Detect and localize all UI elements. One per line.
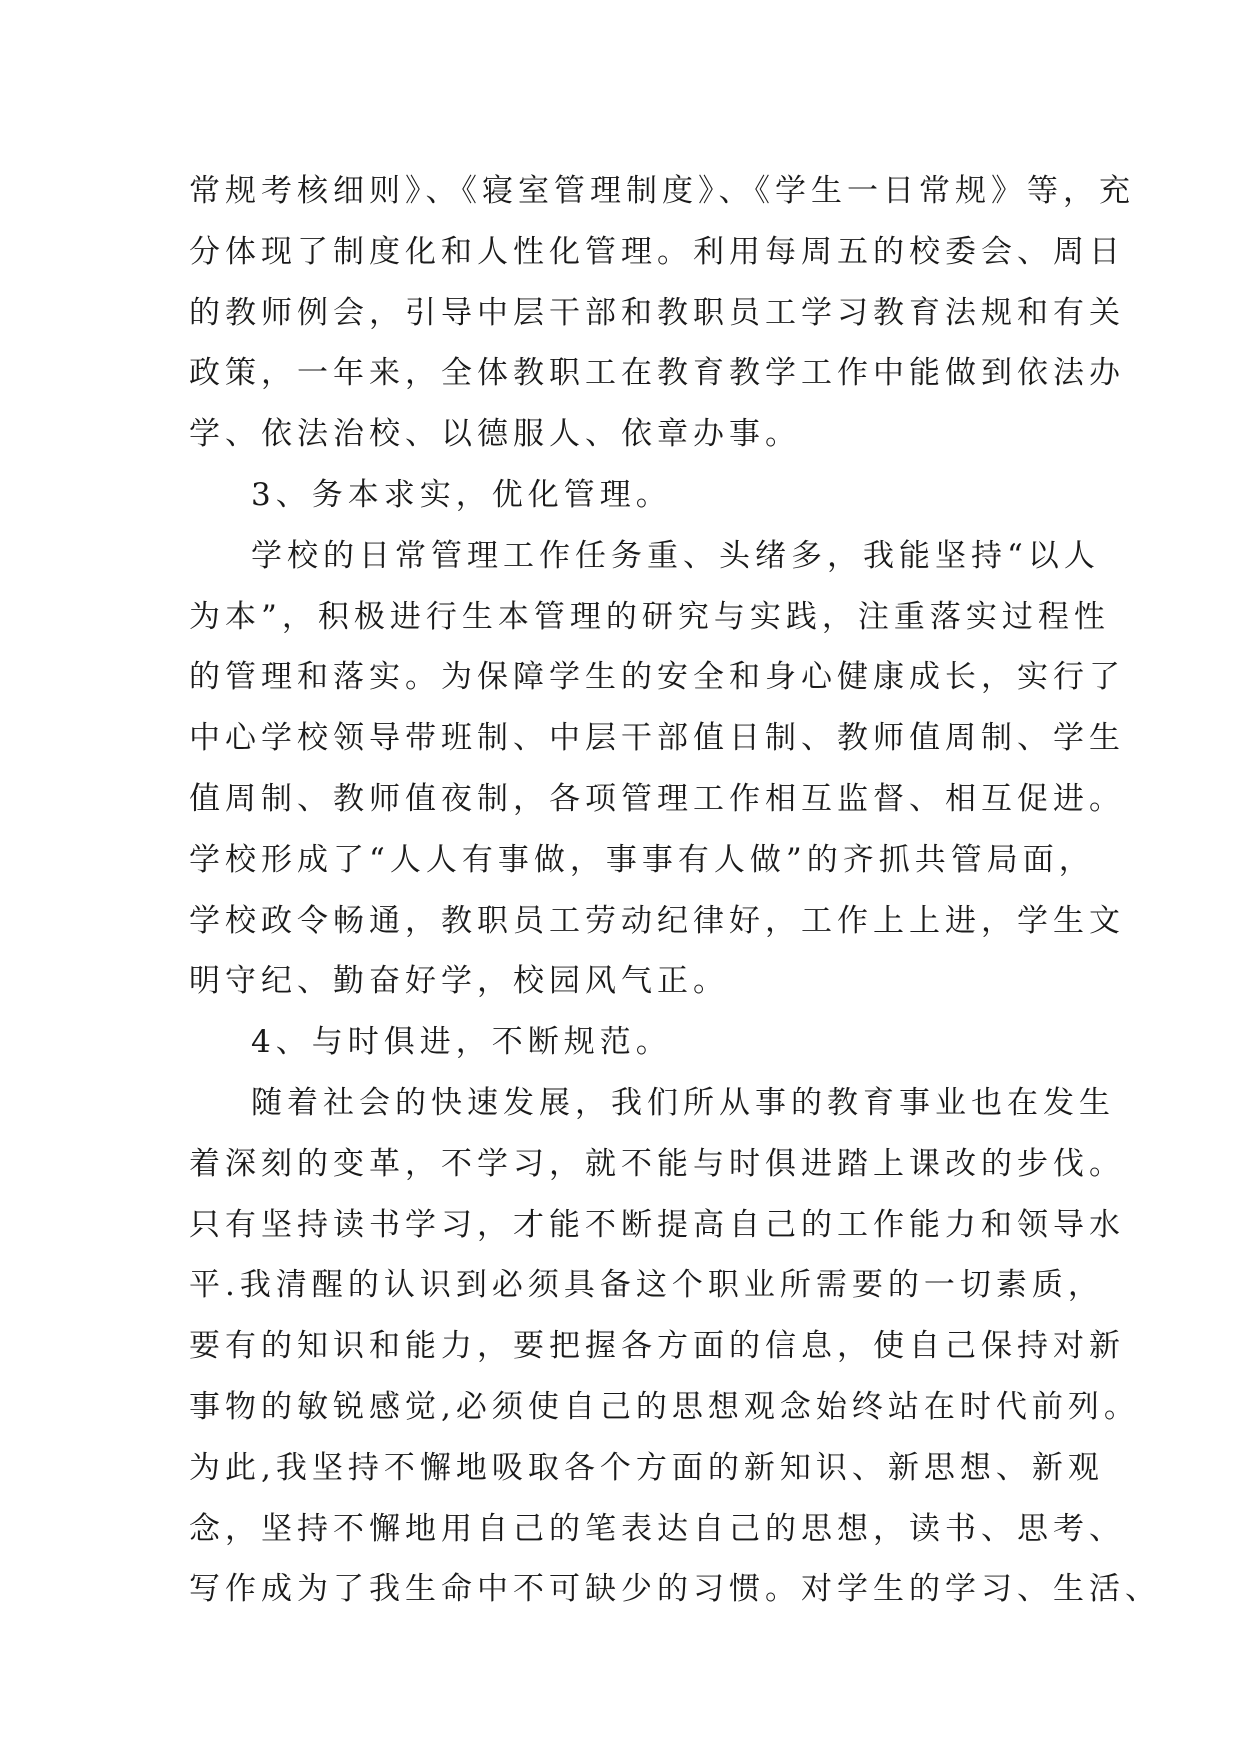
body-text (189, 161, 1161, 1620)
text-line: 学校形成了“人人有事做，事事有人做”的齐抓共管局面， (189, 841, 1095, 878)
text-line: 的教师例会，引导中层干部和教职员工学习教育法规和有关 (189, 294, 1125, 331)
text-line: 明守纪、勤奋好学，校园风气正。 (189, 963, 729, 1000)
text-line: 随着社会的快速发展，我们所从事的教育事业也在发生 (251, 1084, 1115, 1121)
text-line: 要有的知识和能力，要把握各方面的信息，使自己保持对新 (189, 1328, 1125, 1365)
text-line: 事物的敏锐感觉,必须使自己的思想观念始终站在时代前列。 (189, 1388, 1140, 1425)
text-line: 值周制、教师值夜制，各项管理工作相互监督、相互促进。 (189, 780, 1125, 817)
section-heading: 4、与时俱进，不断规范。 (251, 1024, 672, 1061)
text-line: 写作成为了我生命中不可缺少的习惯。对学生的学习、生活、 (189, 1571, 1161, 1608)
text-line: 为本”，积极进行生本管理的研究与实践，注重落实过程性 (189, 598, 1110, 635)
text-line: 为此,我坚持不懈地吸取各个方面的新知识、新思想、新观 (189, 1449, 1104, 1486)
text-line: 念，坚持不懈地用自己的笔表达自己的思想，读书、思考、 (189, 1510, 1125, 1547)
text-line: 中心学校领导带班制、中层干部值日制、教师值周制、学生 (189, 720, 1125, 757)
text-line: 着深刻的变革，不学习，就不能与时俱进踏上课改的步伐。 (189, 1145, 1125, 1182)
text-line: 学校的日常管理工作任务重、头绪多，我能坚持“以人 (251, 537, 1100, 574)
text-line: 常规考核细则》、《寝室管理制度》、《学生一日常规》等，充 (189, 173, 1135, 209)
text-line: 学校政令畅通，教职员工劳动纪律好，工作上上进，学生文 (189, 902, 1125, 939)
text-line: 只有坚持读书学习，才能不断提高自己的工作能力和领导水 (189, 1206, 1125, 1243)
section-heading: 3、务本求实，优化管理。 (251, 476, 672, 513)
text-line: 政策，一年来，全体教职工在教育教学工作中能做到依法办 (189, 355, 1125, 392)
text-line: 平.我清醒的认识到必须具备这个职业所需要的一切素质， (189, 1267, 1104, 1304)
text-line: 分体现了制度化和人性化管理。利用每周五的校委会、周日 (189, 233, 1125, 270)
text-line: 学、依法治校、以德服人、依章办事。 (189, 416, 801, 453)
text-line: 的管理和落实。为保障学生的安全和身心健康成长，实行了 (189, 659, 1125, 696)
